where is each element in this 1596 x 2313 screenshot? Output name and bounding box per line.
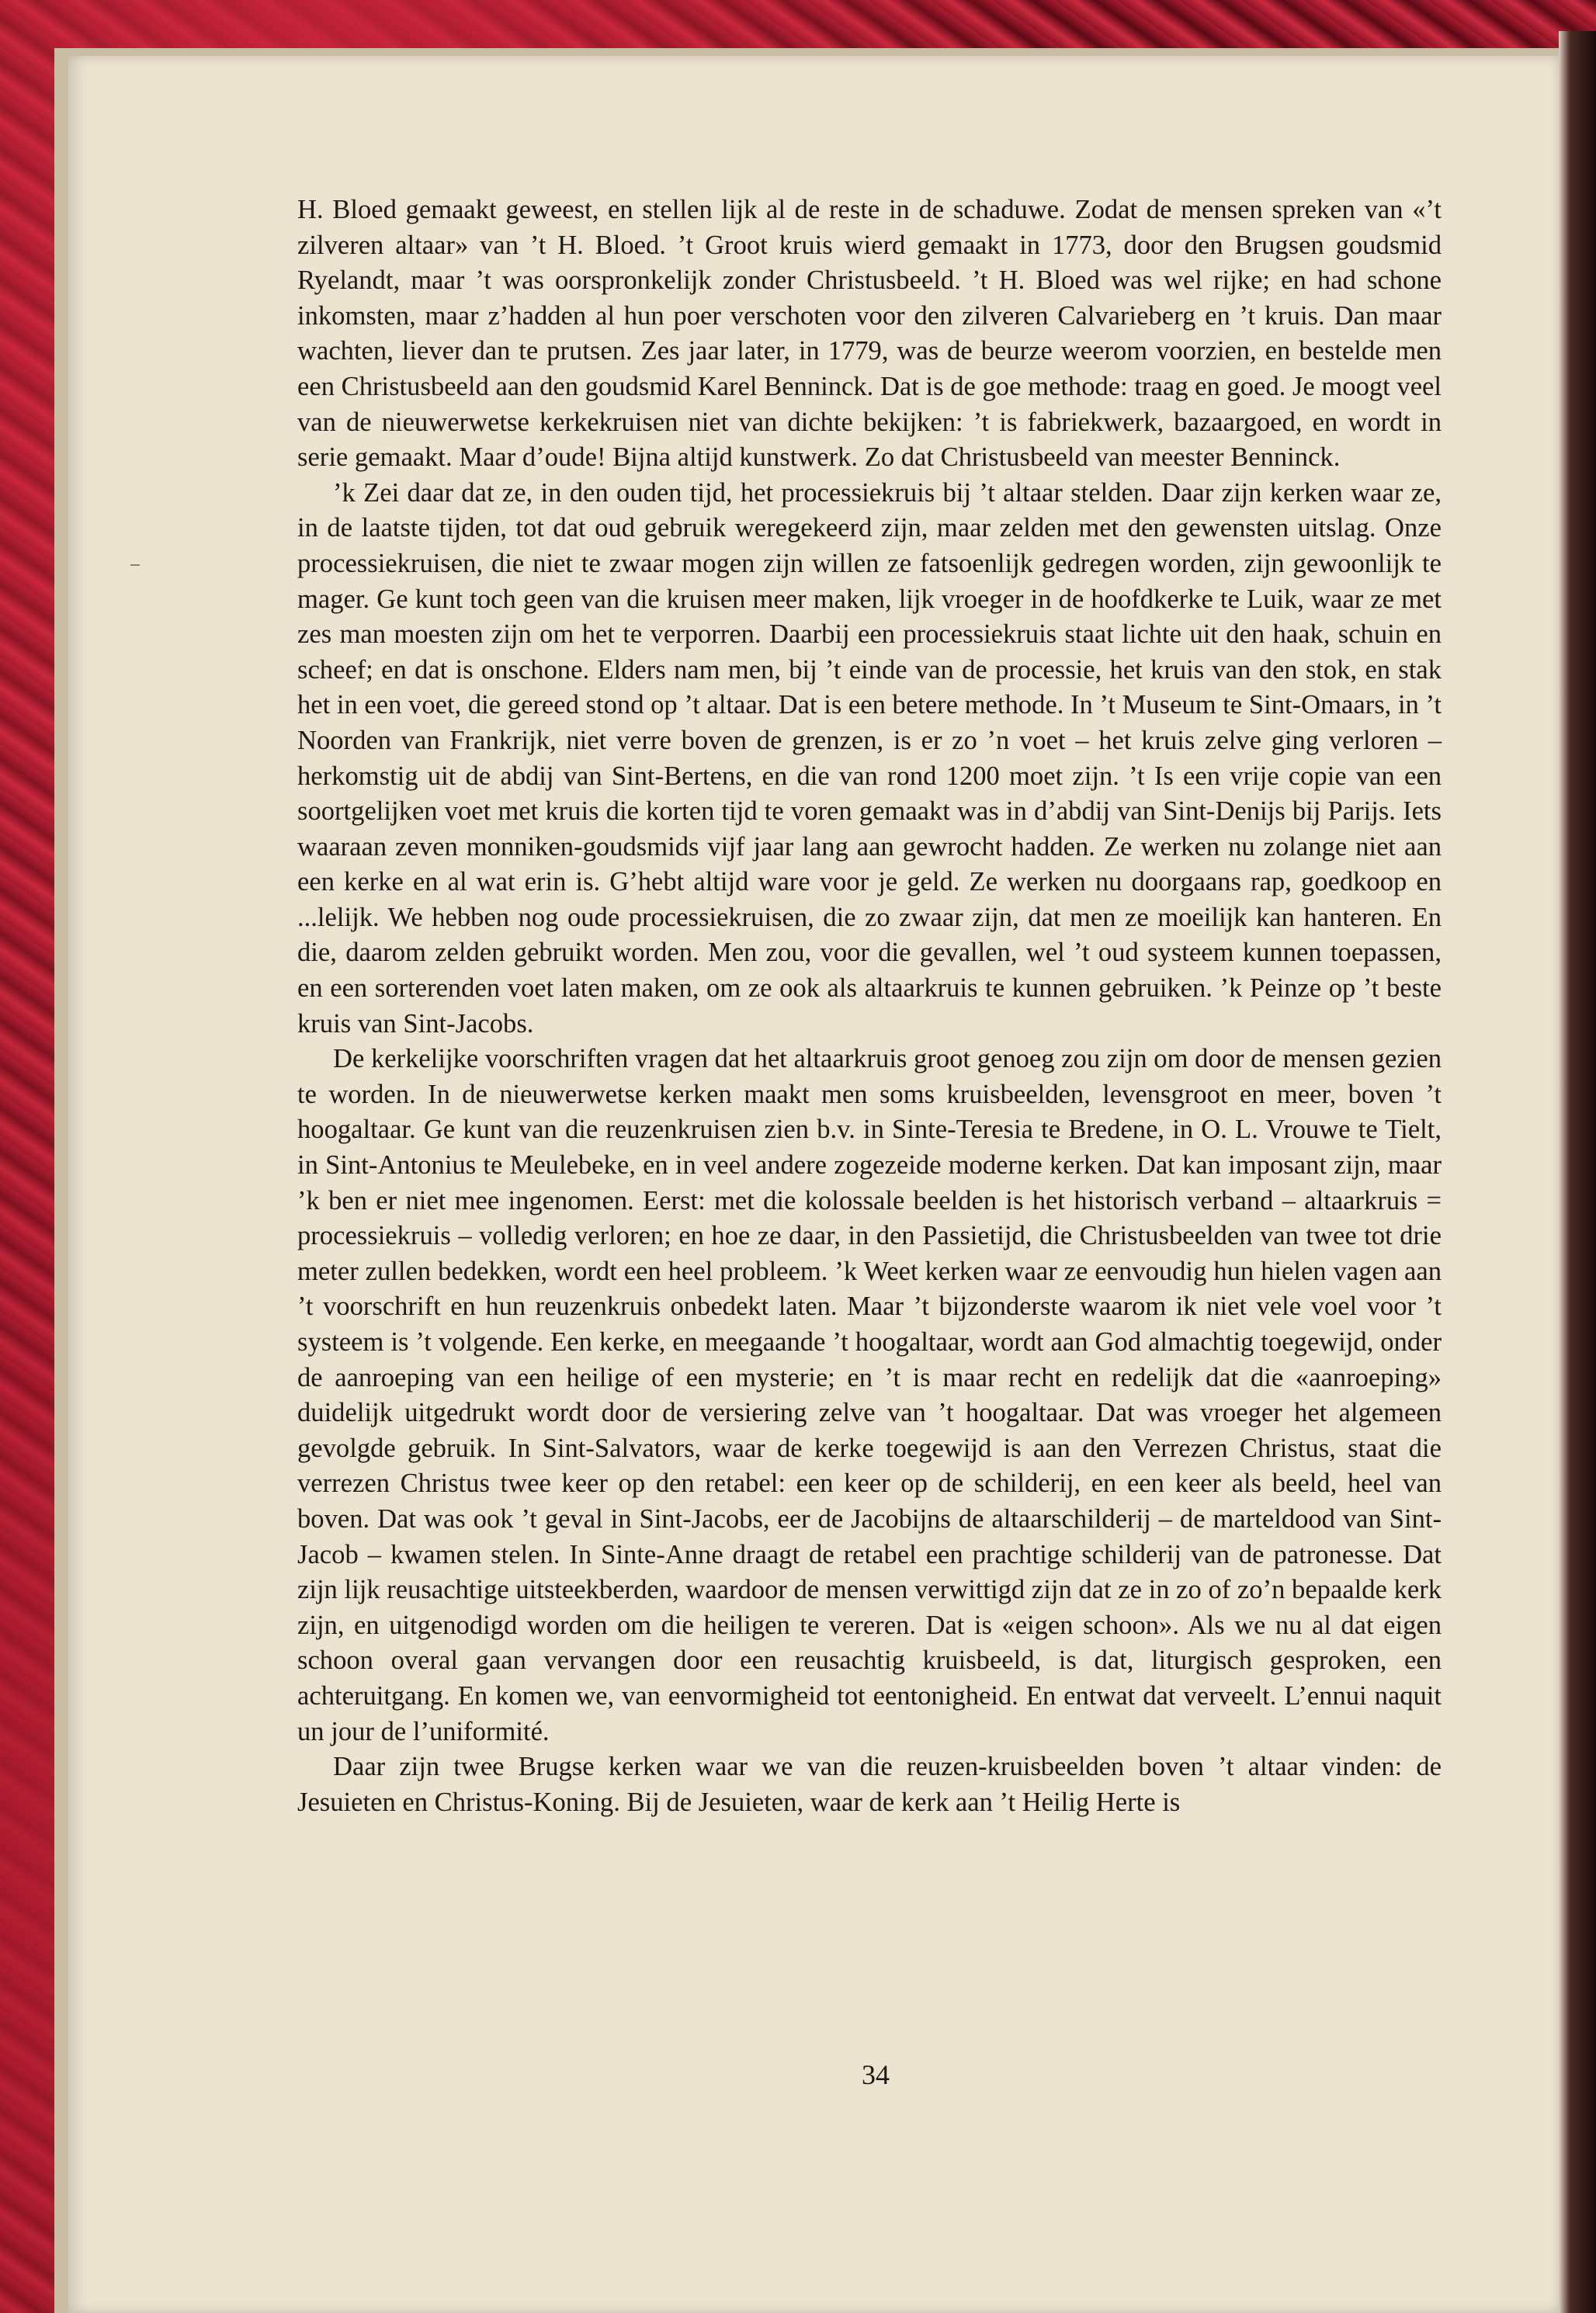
margin-mark xyxy=(130,564,140,566)
page-number: 34 xyxy=(862,2059,890,2090)
paragraph-1: H. Bloed gemaakt geweest, en stellen lijk al de reste in de schaduwe. Zodat de mensen spreken van «’t zilveren altaar» van ’t H. Bloed. ’t Groot kruis wierd gemaakt in 1773, door den Brugsen goudsmid Ryelandt, maar ’t was oorspronkelijk zonder Christusbeeld. ’t H. Bloed was wel rijke; en had schone inkomsten, maar z’hadden al hun poer verschoten voor den zilveren Calvarieberg en ’t kruis. Dan maar wachten, liever dan te prutsen. Zes jaar later, in 1779, was de beurze weerom voorzien, en bestelde men een Christusbeeld aan den goudsmid Karel Benninck. Dat is de goe methode: traag en goed. Je moogt veel van de nieuwerwetse kerkekruisen niet van dichte bekijken: ’t is fabriekwerk, bazaargoed, en wordt in serie gemaakt. Maar d’oude! Bijna altijd kunstwerk. Zo dat Christusbeeld van meester Benninck. xyxy=(297,195,1442,473)
paragraph-4: Daar zijn twee Brugse kerken waar we van die reuzen-kruisbeelden boven ’t altaar vinden: de Jesuieten en Christus-Koning. Bij de Jesuieten, waar de kerk aan ’t Heilig Herte is xyxy=(297,1752,1442,1817)
page-edge xyxy=(1559,31,1596,2313)
paragraph-3: De kerkelijke voorschriften vragen dat het altaarkruis groot genoeg zou zijn om door de mensen gezien te worden. In de nieuwerwetse kerken maakt men soms kruisbeelden, levensgroot en meer, boven ’t hoogaltaar. Ge kunt van die reuzenkruisen zien b.v. in Sinte-Teresia te Bredene, in O. L. Vrouwe te Tielt, in Sint-Antonius te Meulebeke, en in veel andere zogezeide moderne kerken. Dat kan imposant zijn, maar ’k ben er niet mee ingenomen. Eerst: met die kolossale beelden is het historisch verband – altaarkruis = processiekruis – volledig verloren; en hoe ze daar, in den Passietijd, die Christusbeelden van twee tot drie meter zullen bedekken, wordt een heel probleem. ’k Weet kerken waar ze eenvoudig hun hielen vagen aan ’t voorschrift en hun reuzenkruis onbedekt laten. Maar ’t bijzonderste waarom ik niet vele voel voor ’t systeem is ’t volgende. Een kerke, en meegaande ’t hoogaltaar, wordt aan God almachtig toegewijd, onder de aanroeping van een heilige of een mysterie; en ’t is maar recht en redelijk dat die «aanroeping» duidelijk uitgedrukt wordt door de versiering zelve van ’t hoogaltaar. Dat was vroeger het algemeen gevolgde gebruik. In Sint-Salvators, waar de kerke toegewijd is aan den Verrezen Christus, staat die verrezen Christus twee keer op den retabel: een keer op de schilderij, en een keer als beeld, heel van boven. Dat was ook ’t geval in Sint-Jacobs, eer de Jacobijns de altaarschilderij – de marteldood van Sint-Jacob – kwamen stelen. In Sinte-Anne draagt de retabel een prachtige schilderij van de patronesse. Dat zijn lijk reusachtige uitsteekberden, waardoor de mensen verwittigd zijn dat ze in zo of zo’n bepaalde kerk zijn, en uitgenodigd worden om die heiligen te vereren. Dat is «eigen schoon». Als we nu al dat eigen schoon overal gaan vervangen door een reusachtig kruisbeeld, is dat, liturgisch gesproken, een achteruitgang. En komen we, van eenvormigheid tot eentonigheid. En entwat dat verveelt. L’ennui naquit un jour de l’uniformité. xyxy=(297,1044,1442,1746)
body-text xyxy=(297,192,1442,1820)
paragraph-2: ’k Zei daar dat ze, in den ouden tijd, het processiekruis bij ’t altaar stelden. Daar zijn kerken waar ze, in de laatste tijden, tot dat oud gebruik weregekeerd zijn, maar zelden met den gewensten uitslag. Onze processiekruisen, die niet te zwaar mogen zijn willen ze fatsoenlijk gedregen worden, zijn gewoonlijk te mager. Ge kunt toch geen van die kruisen meer maken, lijk vroeger in de hoofdkerke te Luik, waar ze met zes man moesten zijn om het te verporren. Daarbij een processiekruis staat lichte uit den haak, schuin en scheef; en dat is onschone. Elders nam men, bij ’t einde van de processie, het kruis van den stok, en stak het in een voet, die gereed stond op ’t altaar. Dat is een betere methode. In ’t Museum te Sint-Omaars, in ’t Noorden van Frankrijk, niet verre boven de grenzen, is er zo ’n voet – het kruis zelve ging verloren – herkomstig uit de abdij van Sint-Bertens, en die van rond 1200 moet zijn. ’t Is een vrije copie van een soortgelijken voet met kruis die korten tijd te voren gemaakt was in d’abdij van Sint-Denijs bij Parijs. Iets waaraan zeven monniken-goudsmids vijf jaar lang aan gewrocht hadden. Ze werken nu zolange niet aan een kerke en al wat erin is. G’hebt altijd ware voor je geld. Ze werken nu doorgaans rap, goedkoop en ...lelijk. We hebben nog oude processiekruisen, die zo zwaar zijn, dat men ze moeilijk kan hanteren. En die, daarom zelden gebruikt worden. Men zou, voor die gevallen, wel ’t oud systeem kunnen toepassen, en een sorterenden voet laten maken, om ze ook als altaarkruis te kunnen gebruiken. ’k Peinze op ’t beste kruis van Sint-Jacobs. xyxy=(297,477,1442,1039)
